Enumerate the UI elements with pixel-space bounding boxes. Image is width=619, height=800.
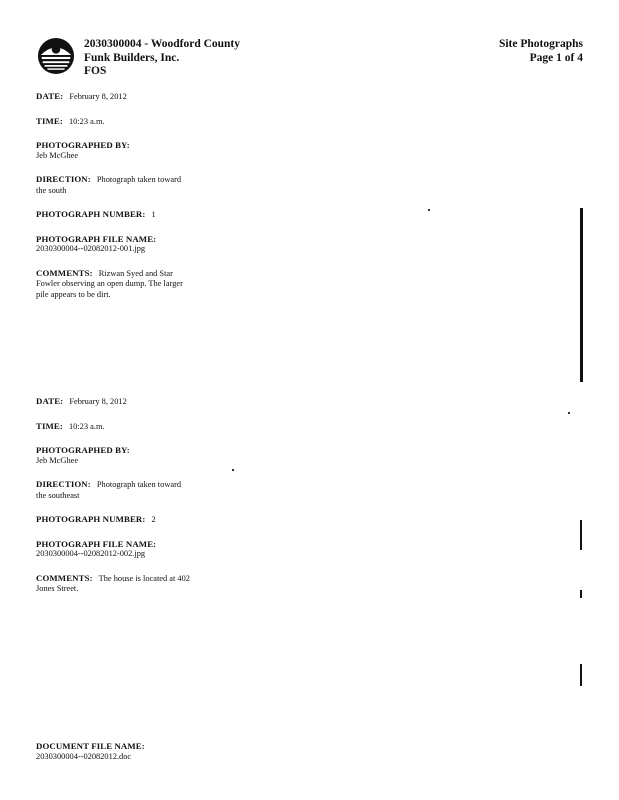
direction-label: DIRECTION: [36,479,91,489]
scan-edge-line [580,520,582,550]
photo-number-field [36,209,191,221]
time-field [36,421,191,433]
file-name-field [36,539,191,560]
file-name-label: PHOTOGRAPH FILE NAME: [36,233,157,244]
photo-record-2 [36,396,191,608]
time-value: 10:23 a.m. [68,421,105,431]
scan-edge-line [580,208,583,382]
date-label: DATE: [36,91,64,101]
photographed-by-value: Jeb McGhee [36,455,79,465]
direction-field [36,174,191,196]
direction-field [36,479,191,501]
scan-speck [232,469,234,471]
company-name: Funk Builders, Inc. [84,51,180,64]
time-value: 10:23 a.m. [68,116,105,126]
time-field [36,116,191,128]
scan-speck [428,209,430,211]
date-value: February 8, 2012 [69,397,127,406]
comments-field [36,268,191,301]
document-file-name-footer [36,741,145,762]
comments-value: The house is located at 402 Jones Street. [36,573,190,593]
date-field [36,91,191,103]
date-label: DATE: [36,396,64,406]
comments-label: COMMENTS: [36,267,93,278]
scan-edge-line [580,590,582,598]
photographed-by-field [36,445,191,466]
file-name-field [36,234,191,255]
photographed-by-field [36,140,191,161]
document-type: Site Photographs [498,38,583,50]
comments-label: COMMENTS: [36,572,93,583]
comments-field [36,573,191,595]
direction-label: DIRECTION: [36,174,91,184]
scan-speck [568,412,570,414]
document-file-name-value: 2030300004--02082012.doc [36,751,132,761]
photographed-by-label: PHOTOGRAPHED BY: [36,140,130,150]
time-label: TIME: [36,115,63,126]
comments-value: Rizwan Syed and Star Fowler observing an open dump. The larger pile appears to be dirt. [36,268,183,299]
photo-number-value: 1 [151,210,156,219]
direction-value: Photograph taken toward the southeast [36,480,182,500]
photo-record-1 [36,91,191,313]
time-label: TIME: [36,420,63,431]
photographed-by-label: PHOTOGRAPHED BY: [36,445,130,455]
header-site-info [84,38,240,79]
scan-edge-line [580,664,582,686]
photo-number-value: 2 [151,515,156,524]
photo-number-field [36,514,191,526]
document-file-name-label: DOCUMENT FILE NAME: [36,741,145,751]
file-name-label: PHOTOGRAPH FILE NAME: [36,538,157,549]
program-code: FOS [84,65,107,77]
file-name-value: 2030300004--02082012-002.jpg [36,549,146,558]
direction-value: Photograph taken toward the south [36,175,182,195]
header-page-info [499,38,583,65]
agency-seal-icon [37,37,75,75]
file-name-value: 2030300004--02082012-001.jpg [36,244,146,253]
site-id-title: 2030300004 - Woodford County [84,38,241,50]
page-number: Page 1 of 4 [529,51,583,64]
photo-number-label: PHOTOGRAPH NUMBER: [36,514,146,524]
photo-number-label: PHOTOGRAPH NUMBER: [36,209,146,219]
date-field [36,396,191,408]
date-value: February 8, 2012 [69,92,127,101]
photographed-by-value: Jeb McGhee [36,150,79,160]
